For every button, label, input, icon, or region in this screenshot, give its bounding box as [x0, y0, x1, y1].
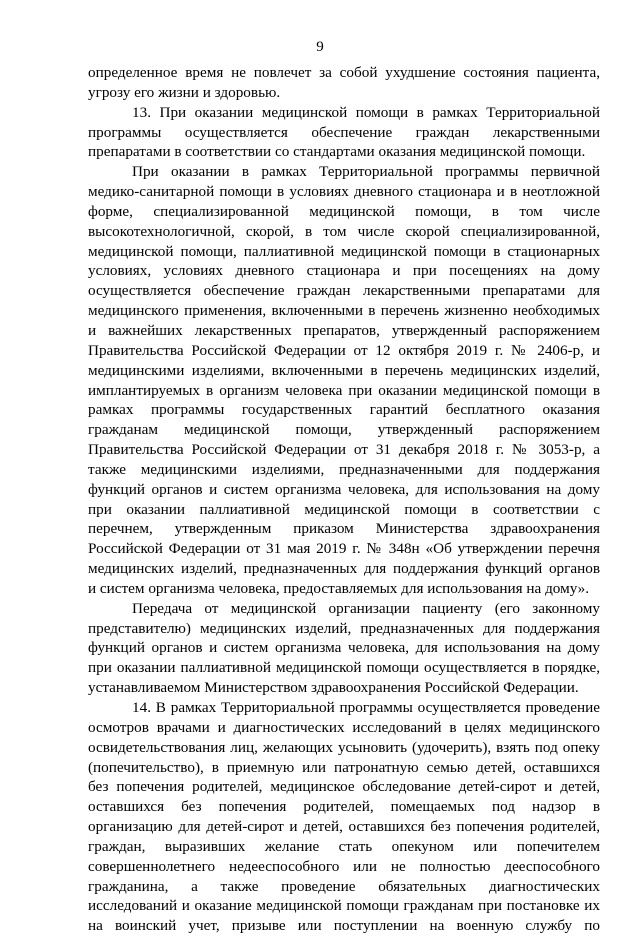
- text-line: При оказании в рамках Территориальной программы первичной: [132, 163, 600, 181]
- text-line: граждан, выразивших желание стать опекуном или попечителем: [88, 837, 600, 855]
- text-line: при оказании паллиативной медицинской помощи в соответствии с: [88, 500, 600, 518]
- text-line: программы осуществляется обеспечение граждан лекарственными: [88, 123, 600, 141]
- text-line: при оказании паллиативной медицинской помощи осуществляется в порядке,: [88, 659, 600, 677]
- text-line: гражданам медицинской помощи, утвержденный распоряжением: [88, 421, 600, 439]
- text-line: препаратами в соответствии со стандартами оказания медицинской помощи.: [88, 143, 586, 161]
- text-line: форме, специализированной медицинской помощи, в том числе: [88, 202, 600, 220]
- text-line: медицинскими изделиями, включенными в перечень медицинских изделий,: [88, 361, 600, 379]
- text-line: совершеннолетнего недееспособного или не полностью дееспособного: [88, 857, 600, 875]
- text-line: оставшихся без попечения родителей, помещаемых под надзор в: [88, 798, 600, 816]
- text-line: функций органов и систем организма человека, для использования на дому: [88, 480, 600, 498]
- text-line: устанавливаемом Министерством здравоохранения Российской Федерации.: [88, 679, 579, 697]
- text-line: медицинских изделий, предназначенных для поддержания функций органов: [88, 560, 600, 578]
- text-line: Передача от медицинской организации пациенту (его законному: [132, 599, 600, 617]
- text-line: Правительства Российской Федерации от 31 декабря 2018 г. № 3053-р, а: [88, 441, 600, 459]
- text-line: исследований и оказание медицинской помощи гражданам при постановке их: [88, 897, 600, 915]
- text-line: также медицинскими изделиями, предназначенными для поддержания: [88, 460, 600, 478]
- text-line: угрозу его жизни и здоровью.: [88, 83, 281, 101]
- text-line: организацию для детей-сирот и детей, оставшихся без попечения родителей,: [88, 818, 600, 836]
- page-number: 9: [316, 39, 324, 55]
- text-line: условиях, условиях дневного стационара и при посещениях на дому: [88, 262, 600, 280]
- text-line: высокотехнологичной, скорой, в том числе скорой специализированной,: [88, 222, 600, 240]
- text-line: и систем организма человека, предоставляемых для использования на дому».: [88, 579, 590, 597]
- text-line: перечнем, утвержденным приказом Министерства здравоохранения: [88, 520, 600, 538]
- text-line: определенное время не повлечет за собой ухудшение состояния пациента,: [88, 64, 600, 81]
- text-line: гражданина, а также проведение обязательных диагностических: [88, 877, 600, 895]
- text-line: Российской Федерации от 31 мая 2019 г. № 348н «Об утверждении перечня: [88, 540, 600, 558]
- text-line: без попечения родителей, медицинское обследование детей-сирот и детей,: [88, 778, 600, 796]
- paragraph-p2: [88, 162, 600, 599]
- text-line: освидетельствования лиц, желающих усыновить (удочерить), взять под опеку: [88, 738, 600, 756]
- text-line: имплантируемых в организм человека при оказании медицинской помощи в: [88, 381, 600, 399]
- paragraph-p0: [88, 63, 600, 103]
- text-line: Правительства Российской Федерации от 12 октября 2019 г. № 2406-р, и: [88, 341, 600, 359]
- text-line: медицинской помощи, паллиативной медицинской помощи в стационарных: [88, 242, 600, 260]
- paragraph-p4: [88, 698, 600, 936]
- text-line: 14. В рамках Территориальной программы осуществляется проведение: [132, 699, 600, 716]
- text-line: (попечительство), в приемную или патронатную семью детей, оставшихся: [88, 758, 600, 776]
- paragraph-p1: [88, 103, 600, 163]
- text-line: осуществляется обеспечение граждан лекарственными препаратами для: [88, 282, 600, 300]
- text-line: рамках программы государственных гарантий бесплатного оказания: [88, 401, 600, 419]
- text-line: 13. При оказании медицинской помощи в рамках Территориальной: [132, 103, 600, 121]
- text-line: осмотров врачами и диагностических исследований в целях медицинского: [88, 718, 600, 736]
- text-line: и важнейших лекарственных препаратов, утвержденный распоряжением: [88, 321, 600, 339]
- text-line: медицинского применения, включенными в перечень жизненно необходимых: [88, 302, 600, 320]
- paragraph-p3: [88, 599, 600, 698]
- text-line: представителю) медицинских изделий, предназначенных для поддержания: [88, 619, 600, 637]
- text-line: на воинский учет, призыве или поступлении на военную службу по: [88, 917, 600, 935]
- text-line: медико-санитарной помощи в условиях дневного стационара и в неотложной: [88, 183, 600, 201]
- document-body: [88, 63, 600, 936]
- text-line: функций органов и систем организма человека, для использования на дому: [88, 639, 600, 657]
